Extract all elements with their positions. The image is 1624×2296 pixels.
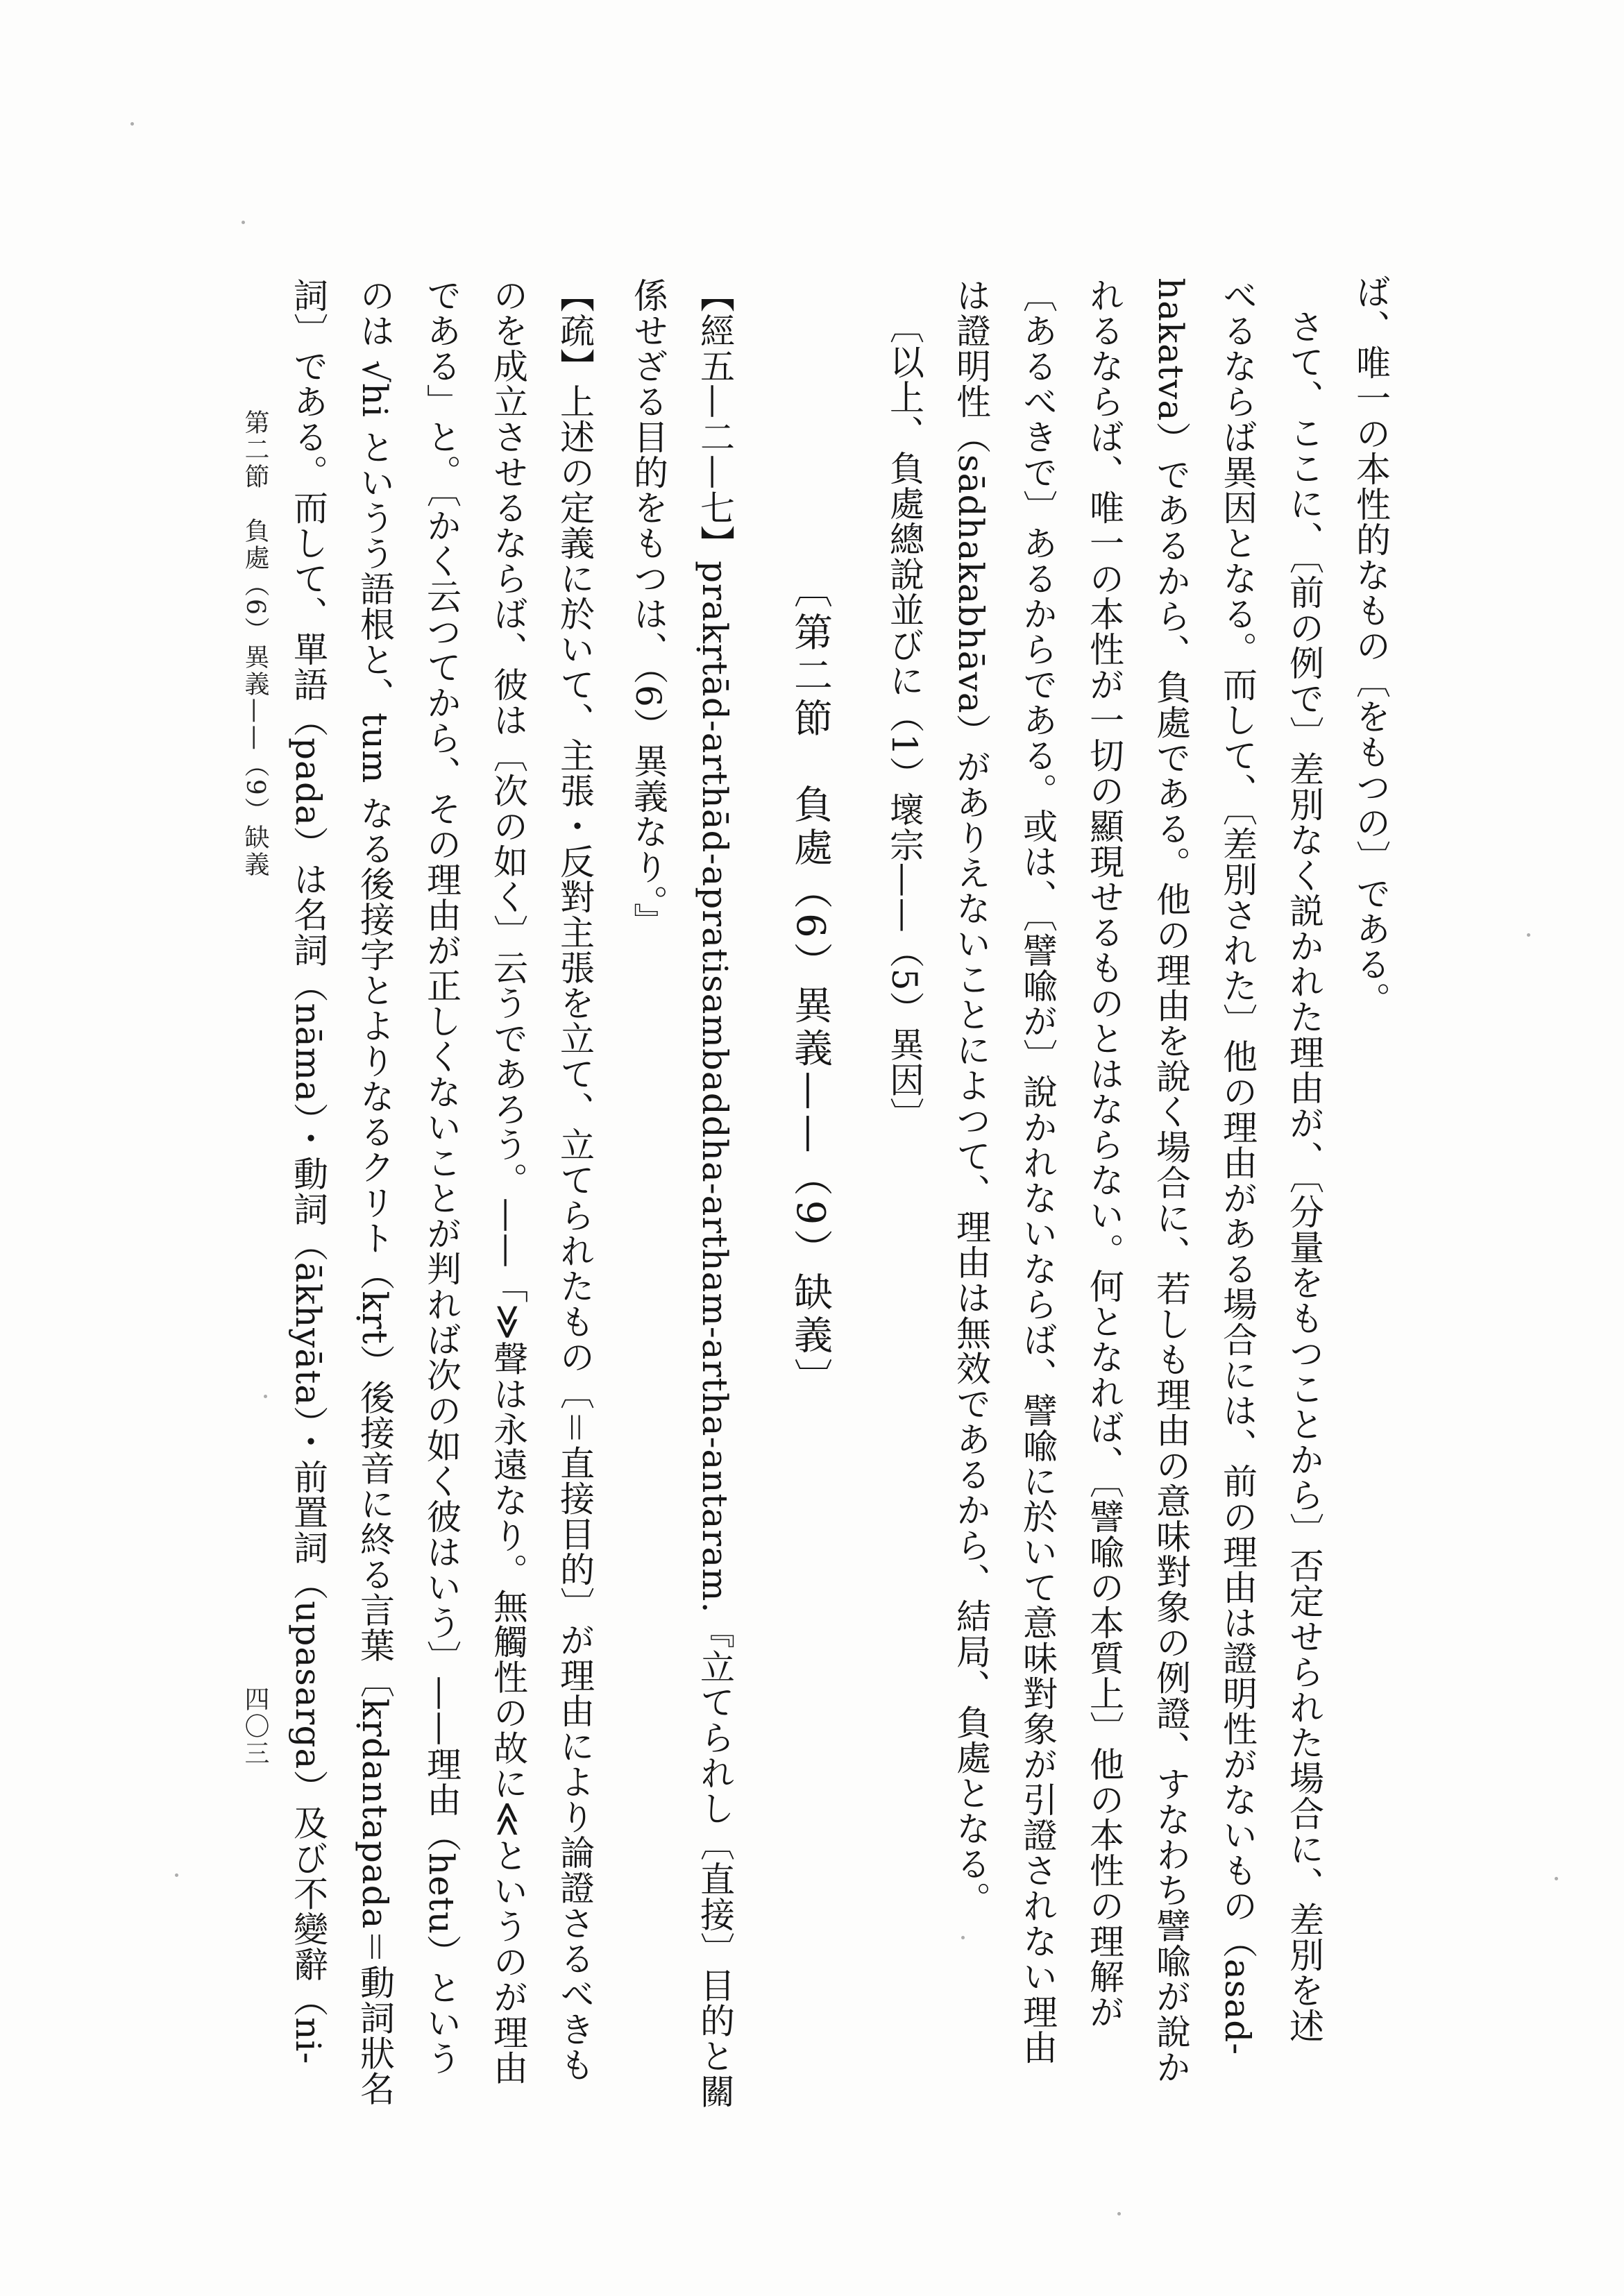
- scan-speck: [242, 221, 245, 224]
- body-line: hakatva）であるから、負處である。他の理由を說く場合に、若しも理由の意味對象の例證、すなわち譬喩が說か: [1151, 278, 1191, 2085]
- running-title: 第二節 負處（6）異義——（9）缺義: [241, 409, 269, 878]
- scan-speck: [961, 1936, 965, 1939]
- section-note: 〔以上、負處總說並びに（1）壞宗——（5）異因〕: [884, 309, 924, 1133]
- sutra-line: 【經五—二—七】prakṛtād-arthād-apratisambaddha-artham-artha-antaram.『立てられし〔直接〕目的と關: [695, 278, 735, 2109]
- body-line: は證明性（sādhakabhāva）がありえないことによつて、理由は無效であるから、結局、負處となる。: [951, 278, 991, 1917]
- commentary-line: 【疏】上述の定義に於いて、主張・反對主張を立て、立てられたもの〔＝直接目的〕が理由により論證さるべきも: [555, 278, 595, 2082]
- section-heading: 〔第二節 負處（6）異義——（9）缺義〕: [788, 569, 833, 1402]
- sutra-line: 係せざる目的をもつは、（6）異義なり。』: [628, 278, 668, 938]
- commentary-line: である」と。〔かく云つてから、その理由が正しくないことが判れば次の如く彼はいう〕——理由（hetu）という: [421, 278, 462, 2077]
- body-line: れるならば、唯一の本性が一切の顯現せるものとはならない。何となれば、〔譬喩の本質上〕他の本性の理解が: [1084, 278, 1124, 2030]
- commentary-line: のを成立させるならば、彼は〔次の如く〕云うであろう。——「≫聲は永遠なり。無觸性の故に≪というのが理由: [488, 278, 528, 2086]
- body-line: べるならば異因となる。而して、〔差別された〕他の理由がある場合には、前の理由は證明性がないもの（asad-: [1217, 278, 1258, 2056]
- body-line: さて、ここに、〔前の例で〕差別なく説かれた理由が、〔分量をもつことから〕否定せられた場合に、差別を述: [1284, 309, 1324, 2043]
- scan-speck: [1527, 933, 1530, 937]
- commentary-line: のは √hi というう語根と、tum なる後接字とよりなるクリト（kṛt）後接音に終る言葉〔kṛdantapada＝動詞狀名: [355, 278, 395, 2107]
- scan-speck: [264, 1395, 267, 1398]
- commentary-line: 詞〕である。而して、單語（pada）は名詞（nāma）・動詞（ākhyāta）・前置詞（upasarga）及び不變辭（ni-: [288, 278, 328, 2065]
- scan-speck: [175, 1873, 178, 1877]
- scan-speck: [1117, 2212, 1121, 2216]
- body-line: 〔あるべきで〕あるからである。或は、〔譬喩が〕說かれないならば、譬喩に於いて意味對象が引證されない理由: [1017, 278, 1058, 2065]
- page-number: 四〇三: [241, 1686, 269, 1767]
- body-line: ば、唯一の本性的なもの〔をもつの〕である。: [1351, 274, 1391, 1017]
- scan-speck: [130, 122, 134, 126]
- scan-speck: [1555, 1877, 1558, 1880]
